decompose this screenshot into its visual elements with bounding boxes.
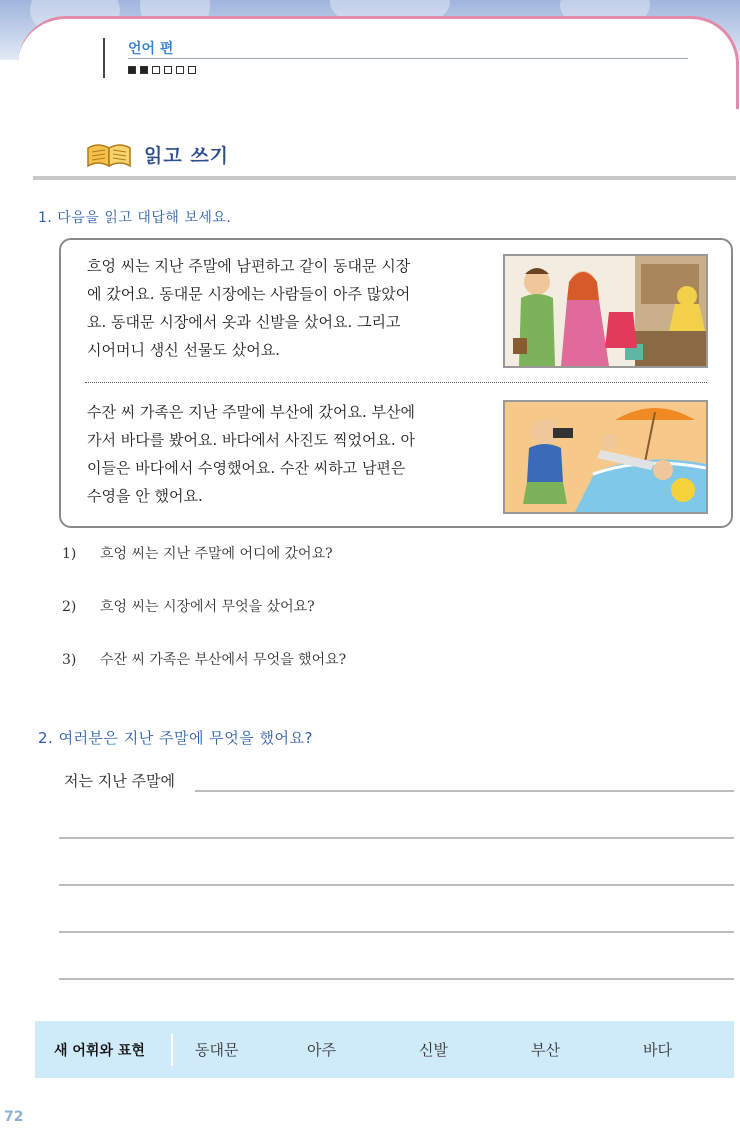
sub-question-1 — [62, 543, 333, 563]
vocabulary-word: 아주 — [307, 1041, 336, 1059]
sub-question-number: 3) — [62, 652, 77, 668]
vocabulary-word: 동대문 — [195, 1041, 239, 1059]
page-number: 72 — [4, 1109, 24, 1125]
vocabulary-word: 바다 — [643, 1041, 672, 1059]
vocabulary-word: 부산 — [531, 1041, 560, 1059]
writing-line-1[interactable] — [195, 790, 734, 792]
sub-question-2 — [62, 596, 315, 616]
progress-square — [128, 66, 136, 74]
sub-question-text: 흐엉 씨는 지난 주말에 어디에 갔어요? — [100, 546, 333, 562]
passage-line: 에 갔어요. 동대문 시장에는 사람들이 아주 많았어 — [87, 285, 411, 303]
passage-line: 시어머니 생신 선물도 샀어요. — [87, 341, 280, 359]
passage-2 — [87, 398, 477, 510]
progress-square — [188, 66, 196, 74]
passage-line: 이들은 바다에서 수영했어요. 수잔 씨하고 남편은 — [87, 459, 406, 477]
writing-lead: 저는 지난 주말에 — [64, 772, 175, 790]
section-rule — [33, 176, 736, 180]
passage-line: 흐엉 씨는 지난 주말에 남편하고 같이 동대문 시장 — [87, 257, 411, 275]
passage-line: 수잔 씨 가족은 지난 주말에 부산에 갔어요. 부산에 — [87, 403, 415, 421]
section-heading — [86, 140, 229, 168]
open-book-icon — [86, 140, 132, 168]
vocabulary-separator — [171, 1034, 173, 1066]
progress-square — [176, 66, 184, 74]
sub-question-number: 1) — [62, 546, 77, 562]
question-1-title: 1. 다음을 읽고 대답해 보세요. — [38, 210, 232, 226]
passage-line: 수영을 안 했어요. — [87, 487, 203, 505]
beach-family-illustration — [505, 402, 706, 512]
passage-line: 요. 동대문 시장에서 옷과 신발을 샀어요. 그리고 — [87, 313, 401, 331]
question-2-title: 2. 여러분은 지난 주말에 무엇을 했어요? — [38, 729, 313, 747]
writing-line-2[interactable] — [59, 837, 734, 839]
vocabulary-bar — [35, 1021, 734, 1078]
progress-square — [140, 66, 148, 74]
progress-squares — [128, 66, 196, 74]
shopping-couple-illustration — [505, 256, 706, 366]
passage-1 — [87, 252, 477, 364]
sub-question-3 — [62, 649, 346, 669]
vocabulary-label: 새 어휘와 표현 — [54, 1042, 145, 1059]
writing-line-5[interactable] — [59, 978, 734, 980]
vocabulary-word: 신발 — [419, 1041, 448, 1059]
writing-line-4[interactable] — [59, 931, 734, 933]
progress-square — [152, 66, 160, 74]
progress-square — [164, 66, 172, 74]
writing-line-3[interactable] — [59, 884, 734, 886]
passage-divider — [85, 382, 707, 383]
section-label: 읽고 쓰기 — [144, 144, 230, 167]
sub-question-number: 2) — [62, 599, 77, 615]
header-card — [18, 16, 739, 109]
sub-question-text: 수잔 씨 가족은 부산에서 무엇을 했어요? — [100, 652, 347, 668]
unit-title: 언어 편 — [128, 41, 174, 57]
header-divider — [103, 38, 105, 78]
unit-title-rule — [128, 58, 688, 59]
beach-illustration — [503, 400, 708, 514]
passage-line: 가서 바다를 봤어요. 바다에서 사진도 찍었어요. 아 — [87, 431, 415, 449]
market-illustration — [503, 254, 708, 368]
sub-question-text: 흐엉 씨는 시장에서 무엇을 샀어요? — [100, 599, 315, 615]
